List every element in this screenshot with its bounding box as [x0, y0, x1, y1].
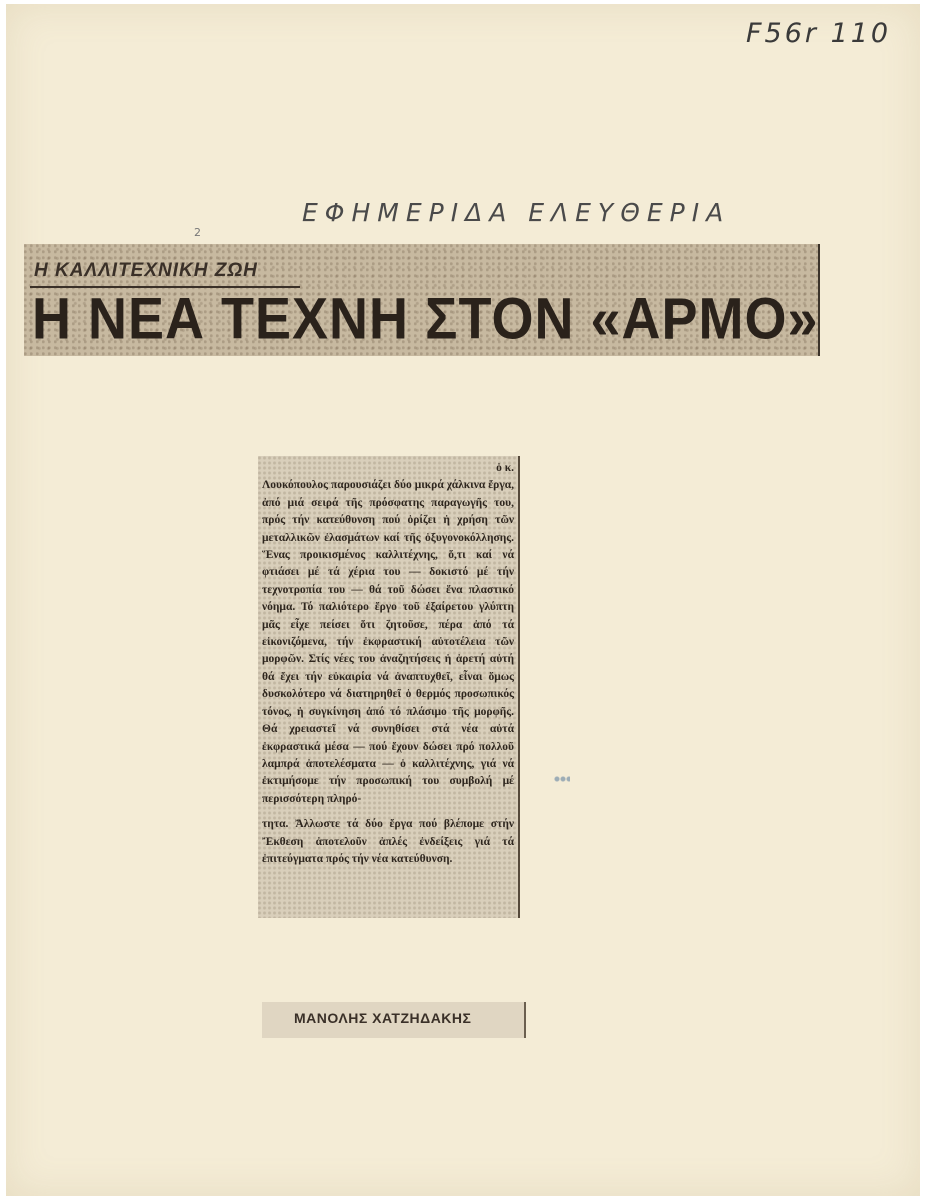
- article-text: [262, 460, 514, 868]
- archive-reference: F56r 110: [746, 18, 892, 49]
- author-name: ΜΑΝΟΛΗΣ ΧΑΤΖΗΔΑΚΗΣ: [294, 1010, 472, 1026]
- article-paragraph-2: τητα. Ἄλλωστε τά δύο ἔργα πού βλέπομε στήν Ἔκθεση ἀποτελοῦν ἁπλές ἐνδείξεις γιά τά ἐπιτεύγματα πρός τήν νέα κατεύθυνση.: [262, 818, 514, 865]
- author-clipping: [262, 1002, 526, 1038]
- article-clipping: [258, 456, 520, 918]
- headline-clipping: [24, 244, 820, 356]
- article-paragraph-1: Λουκόπουλος παρουσιάζει δύο μικρά χάλκινα ἔργα, ἀπό μιά σειρά τῆς πρόσφατης παραγωγῆς του, πρός τήν κατεύθυνση πού ὁρίζει ἡ χρήση τῶν μεταλλικῶν ἐλασμάτων καί τῆς ὀξυγονοκόλλησης. Ἕνας προικισμένος καλλιτέχνης, ὅ,τι καί νά φτιάσει μέ τά χέρια του — δοκιστό μέ τήν τεχνοτροπία του — θά τοῦ δώσει ἕνα πλαστικό νόημα. Τό παλιότερο ἔργο τοῦ ἐξαίρετου γλύπτη μᾶς εἶχε πείσει ὅτι ζητοῦσε, πέρα ἀπό τά εἰκονιζόμενα, τήν ἐκφραστική αὐτοτέλεια τῶν μορφῶν. Στίς νέες του ἀναζητήσεις ἡ ἀρετή αὐτή θά ἔχει τήν εὐκαιρία νά ἀναπτυχθεῖ, εἶναι ὅμως δυσκολότερο νά διατηρηθεῖ ὁ θερμός προσωπικός τόνος, ἡ συγκίνηση ἀπό τό πλάσιμο τῆς μορφῆς. Θά χρειαστεῖ νά συνηθίσει στά νέα αὐτά ἐκφραστικά μέσα — πού ἔχουν δώσει πρό πολλοῦ λαμπρά ἀποτελέσματα — ὁ καλλιτέχνης, γιά νά ἐκτιμήσομε τήν προσωπική του συμβολή μέ περισσότερη πληρό-: [262, 479, 514, 805]
- headline: Η ΝΕΑ ΤΕΧΝΗ ΣΤΟΝ «ΑΡΜΟ»: [32, 286, 819, 352]
- pencil-mark: 2: [194, 226, 201, 239]
- section-label: Η ΚΑΛΛΙΤΕΧΝΙΚΗ ΖΩΗ: [34, 260, 258, 281]
- document-page: [6, 4, 920, 1196]
- article-lead-fragment: ὁ κ.: [496, 462, 514, 474]
- handwritten-newspaper-name: ΕΦΗΜΕΡΙΔΑ ΕΛΕΥΘΕΡΙΑ: [302, 198, 731, 227]
- ink-spot: [554, 776, 570, 782]
